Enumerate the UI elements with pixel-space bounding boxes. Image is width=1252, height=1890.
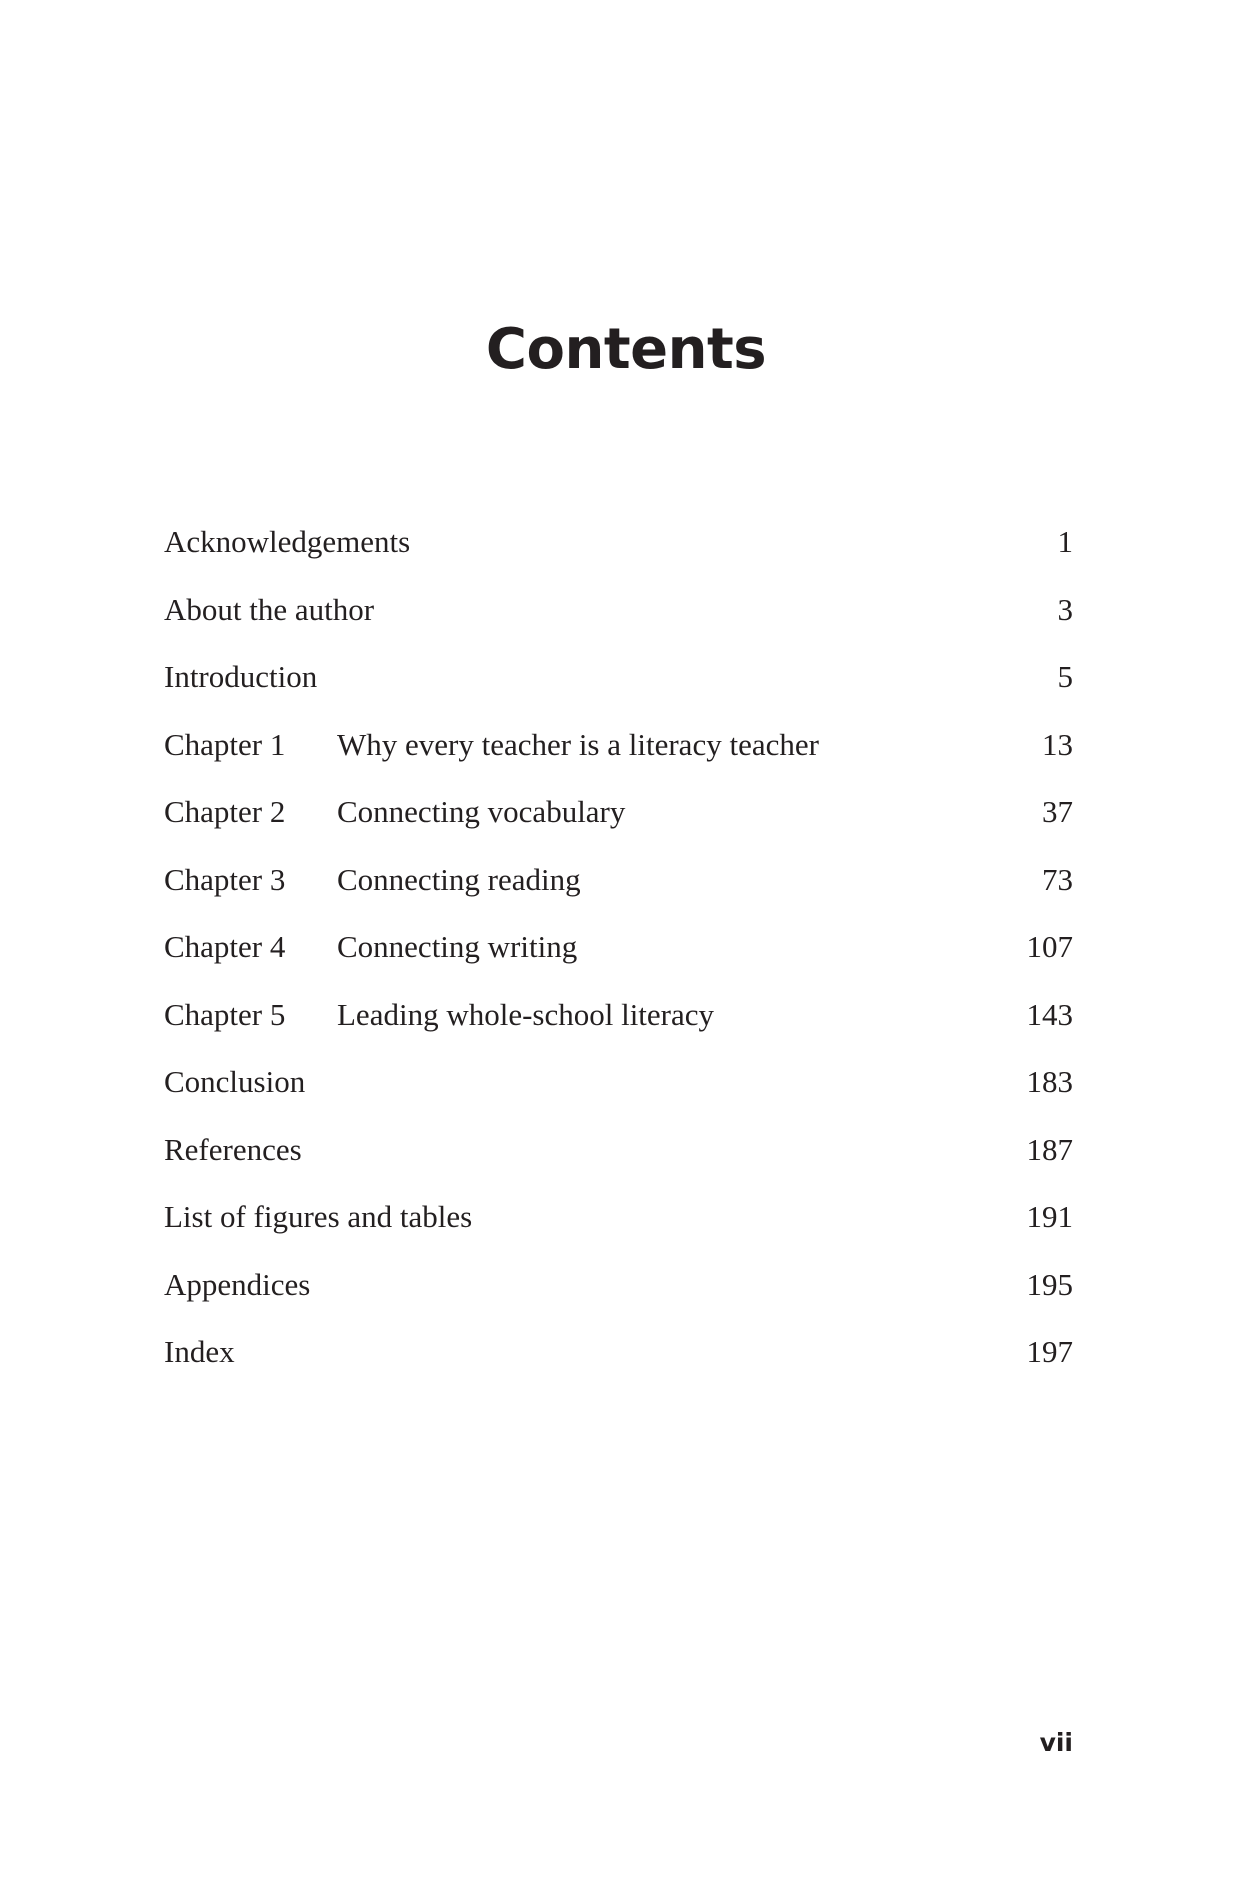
toc-entry-page: 187 (1026, 1131, 1073, 1167)
toc-chapter-number: Chapter 1 (164, 726, 286, 762)
toc-entry-chapter-2[interactable] (164, 788, 1073, 856)
toc-entry-page: 143 (1026, 996, 1073, 1032)
toc-chapter-title: Connecting reading (337, 861, 581, 897)
toc-entry-introduction[interactable] (164, 653, 1073, 721)
toc-chapter-number: Chapter 2 (164, 794, 286, 829)
toc-entry-appendices[interactable] (164, 1261, 1073, 1329)
toc-entry-page: 107 (1026, 929, 1073, 964)
toc-entry-about-the-author[interactable] (164, 586, 1073, 654)
table-of-contents (164, 518, 1073, 1396)
toc-entry-title: About the author (164, 591, 375, 627)
toc-chapter-title: Leading whole-school literacy (337, 996, 715, 1032)
toc-entry-page: 5 (1057, 659, 1073, 694)
toc-entry-page: 195 (1026, 1266, 1073, 1302)
toc-entry-page: 73 (1042, 861, 1073, 897)
toc-entry-chapter-5[interactable] (164, 991, 1073, 1059)
toc-entry-title: Conclusion (164, 1064, 306, 1099)
toc-entry-conclusion[interactable] (164, 1058, 1073, 1126)
toc-entry-chapter-4[interactable] (164, 923, 1073, 991)
toc-entry-title: Introduction (164, 659, 318, 694)
toc-entry-page: 3 (1057, 591, 1073, 627)
toc-chapter-number: Chapter 3 (164, 861, 286, 897)
toc-entry-acknowledgements[interactable] (164, 518, 1073, 586)
toc-entry-page: 13 (1042, 726, 1073, 762)
toc-entry-list-of-figures-and-tables[interactable] (164, 1193, 1073, 1261)
toc-entry-page: 197 (1026, 1334, 1073, 1369)
toc-entry-references[interactable] (164, 1126, 1073, 1194)
toc-chapter-title: Connecting writing (337, 929, 578, 964)
toc-entry-index[interactable] (164, 1328, 1073, 1396)
toc-entry-title: References (164, 1131, 302, 1167)
toc-entry-title: Acknowledgements (164, 524, 411, 559)
toc-chapter-title: Connecting vocabulary (337, 794, 626, 829)
toc-entry-page: 191 (1026, 1199, 1073, 1234)
toc-entry-page: 37 (1042, 794, 1073, 829)
page-title: Contents (485, 317, 767, 382)
toc-entry-page: 1 (1057, 524, 1073, 559)
page-number: vii (1039, 1728, 1073, 1757)
toc-chapter-number: Chapter 4 (164, 929, 286, 964)
toc-entry-page: 183 (1026, 1064, 1073, 1099)
toc-chapter-title: Why every teacher is a literacy teacher (337, 726, 819, 762)
toc-entry-title: Appendices (164, 1266, 311, 1302)
toc-chapter-number: Chapter 5 (164, 996, 286, 1032)
toc-entry-chapter-3[interactable] (164, 856, 1073, 924)
toc-entry-title: Index (164, 1334, 235, 1369)
toc-entry-title: List of figures and tables (164, 1199, 473, 1234)
toc-entry-chapter-1[interactable] (164, 721, 1073, 789)
